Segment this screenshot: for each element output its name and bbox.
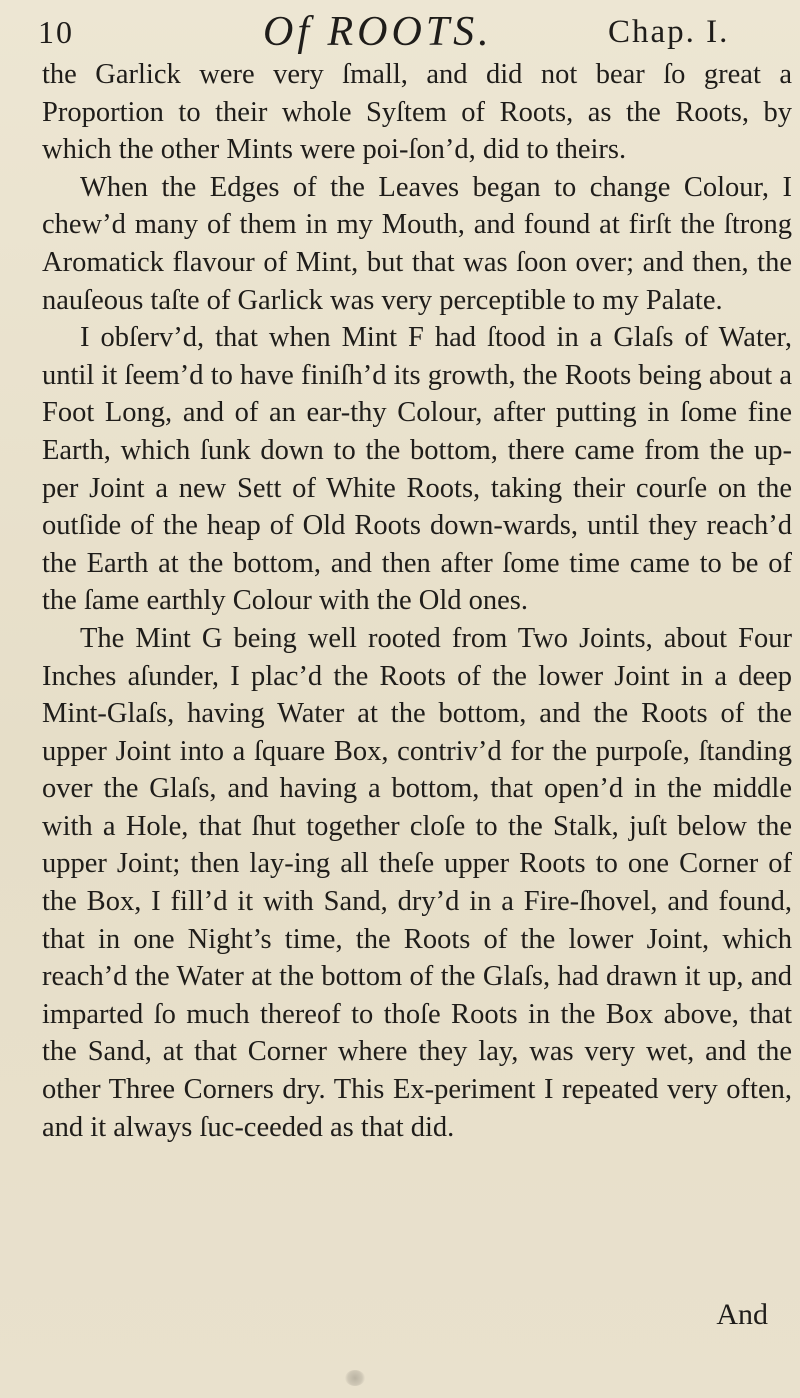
chapter-label: Chap. I. [608, 14, 730, 50]
page-header [38, 8, 780, 56]
catchword: And [716, 1298, 768, 1331]
page-number: 10 [38, 14, 74, 50]
paper-blemish [345, 1370, 365, 1386]
body-text [42, 56, 792, 1146]
paragraph-leaves-taste: When the Edges of the Leaves began to change Colour, I chew’d many of them in my Mouth, and found at firſt the ſtrong Aromatick flavour of Mint, but that was ſoon over; and then, the nauſeous taſte of Garlick was very perceptible to my Palate. [42, 171, 792, 316]
paragraph-mint-g: The Mint G being well rooted from Two Joints, about Four Inches aſunder, I plac’d the Roots of the lower Joint in a deep Mint-Glaſs, having Water at the bottom, and the Roots of the upper Joint into a ſquare Box, contriv’d for the purpoſe, ſtanding over the Glaſs, and having a bottom, that open’d in the middle with a Hole, that ſhut together cloſe to the Stalk, juſt below the upper Joint; then lay-ing all theſe upper Roots to one Corner of the Box, I fill’d it with Sand, dry’d in a Fire-ſhovel, and found, that in one Night’s time, the Roots of the lower Joint, which reach’d the Water at the bottom of the Glaſs, had drawn it up, and imparted ſo much thereof to thoſe Roots in the Box above, that the Sand, at that Corner where they lay, was very wet, and the other Three Corners dry. This Ex-periment I repeated very often, and it always ſuc-ceeded as that did. [42, 622, 792, 1143]
running-title: Of ROOTS. [263, 9, 493, 55]
paragraph-mint-f: I obſerv’d, that when Mint F had ſtood in a Glaſs of Water, until it ſeem’d to have finiſh’d its growth, the Roots being about a Foot Long, and of an ear-thy Colour, after putting in ſome fine Earth, which ſunk down to the bottom, there came from the up-per Joint a new Sett of White Roots, taking their courſe on the outſide of the heap of Old Roots down-wards, until they reach’d the Earth at the bottom, and then after ſome time came to be of the ſame earthly Colour with the Old ones. [42, 322, 792, 617]
paragraph-continuation: the Garlick were very ſmall, and did not bear ſo great a Proportion to their whole Syſtem of Roots, as the Roots, by which the other Mints were poi-ſon’d, did to theirs. [42, 59, 792, 166]
